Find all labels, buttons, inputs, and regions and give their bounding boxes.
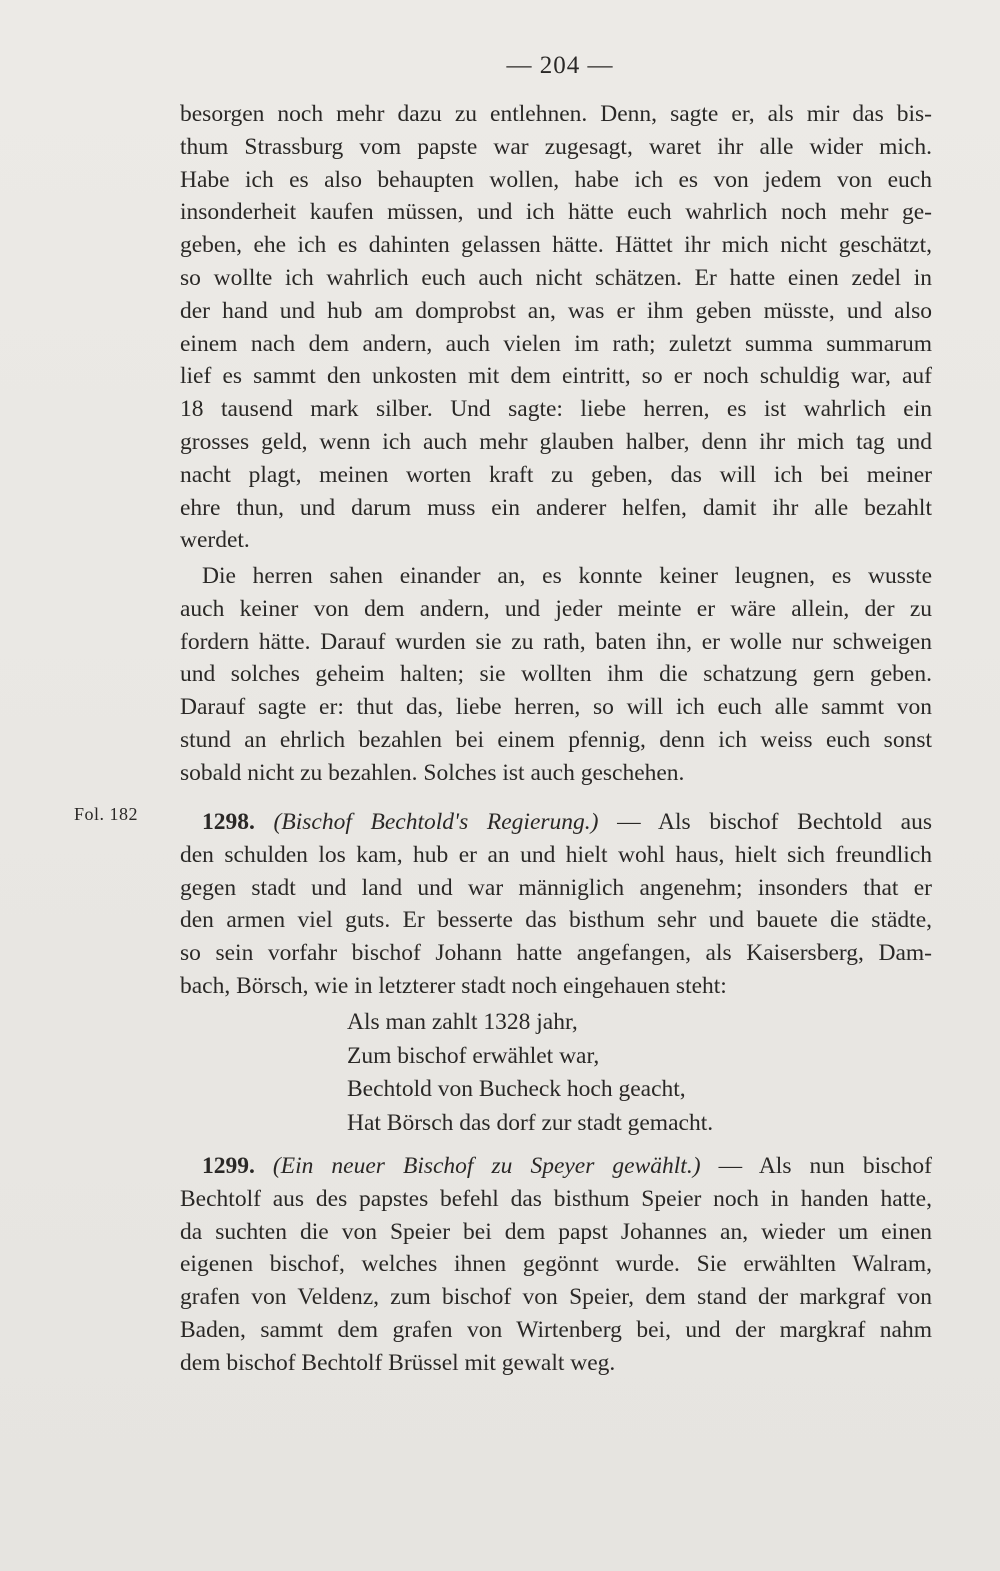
text-line: der hand und hub am domprobst an, was er ihm geben müsste, und also [180, 297, 932, 324]
text-line [180, 806, 932, 839]
text-line: thum Strassburg vom papste war zugesagt, waret ihr alle wider mich. [180, 133, 932, 160]
text-line: besorgen noch mehr dazu zu entlehnen. Denn, sagte er, als mir das bis- [180, 101, 932, 127]
entry-year: 1299. [202, 1153, 255, 1179]
text-line: nacht plagt, meinen worten kraft zu geben, das will ich bei meiner [180, 461, 932, 488]
paragraph-1299 [180, 1150, 932, 1380]
text-line: Darauf sagte er: thut das, liebe herren, so will ich euch alle sammt von [180, 694, 932, 721]
text-line: geben, ehe ich es dahinten gelassen hätte. Hättet ihr mich nicht geschätzt, [180, 232, 932, 259]
text-line: den armen viel guts. Er besserte das bisthum sehr und bauete die städte, [180, 907, 932, 934]
text-line: ehre thun, und darum muss ein anderer helfen, damit ihr alle bezahlt [180, 494, 932, 521]
text-line: Baden, sammt dem grafen von Wirtenberg bei, und der margkraf nahm [180, 1316, 932, 1343]
text-fragment: — Als nun bischof [700, 1153, 933, 1179]
paragraph-1 [180, 98, 932, 557]
text-line: so wollte ich wahrlich euch auch nicht schätzen. Er hatte einen zedel in [180, 264, 932, 291]
inscription-verse [347, 1006, 713, 1140]
text-line: und solches geheim halten; sie wollten ihm die schatzung gern geben. [180, 661, 932, 688]
text-fragment: — Als bischof Bechtold aus [598, 809, 933, 835]
text-line: Bechtolf aus des papstes befehl das bisthum Speier noch in handen hatte, [180, 1185, 932, 1212]
text-line: fordern hätte. Darauf wurden sie zu rath, baten ihn, er wolle nur schweigen [180, 628, 932, 655]
text-line: werdet. [180, 527, 250, 554]
verse-line: Bechtold von Bucheck hoch geacht, [347, 1076, 686, 1102]
text-line: lief es sammt den unkosten mit dem eintritt, so er noch schuldig war, auf [180, 363, 932, 390]
text-line: gegen stadt und land und war männiglich angenehm; insonders that er [180, 874, 932, 901]
verse-line: Hat Börsch das dorf zur stadt gemacht. [347, 1109, 714, 1136]
paragraph-2 [180, 560, 932, 790]
text-line [180, 1150, 932, 1183]
entry-year: 1298. [202, 809, 255, 835]
text-line: dem bischof Bechtolf Brüssel mit gewalt weg. [180, 1349, 616, 1376]
text-line: insonderheit kaufen müssen, und ich hätte euch wahrlich noch mehr ge- [180, 199, 932, 226]
margin-note-folio: Fol. 182 [74, 804, 139, 824]
text-line: 18 tausend mark silber. Und sagte: liebe herren, es ist wahrlich ein [180, 396, 932, 423]
text-line: Habe ich es also behaupten wollen, habe ich es von jedem von euch [180, 166, 932, 193]
text-line: auch keiner von dem andern, und jeder meinte er wäre allein, der zu [180, 595, 932, 622]
entry-heading: (Ein neuer Bischof zu Speyer gewählt.) [272, 1153, 701, 1179]
text-line: den schulden los kam, hub er an und hielt wohl haus, hielt sich freundlich [180, 841, 932, 868]
text-line: so sein vorfahr bischof Johann hatte angefangen, als Kaisersberg, Dam- [180, 940, 932, 967]
text-line: einem nach dem andern, auch vielen im rath; zuletzt summa summarum [180, 330, 932, 357]
verse-line: Zum bischof erwählet war, [347, 1042, 600, 1069]
verse-line: Als man zahlt 1328 jahr, [347, 1009, 578, 1035]
text-line: sobald nicht zu bezahlen. Solches ist auch geschehen. [180, 759, 685, 786]
text-line: stund an ehrlich bezahlen bei einem pfennig, denn ich weiss euch sonst [180, 726, 932, 753]
text-line: grosses geld, wenn ich auch mehr glauben halber, denn ihr mich tag und [180, 428, 932, 455]
text-line: da suchten die von Speier bei dem papst Johannes an, wieder um einen [180, 1218, 932, 1245]
text-line: grafen von Veldenz, zum bischof von Speier, dem stand der markgraf von [180, 1284, 932, 1311]
text-line: Die herren sahen einander an, es konnte keiner leugnen, es wusste [202, 563, 932, 589]
entry-heading: (Bischof Bechtold's Regierung.) [273, 809, 599, 835]
text-line: bach, Börsch, wie in letzterer stadt noch eingehauen steht: [180, 972, 727, 999]
page-number: — 204 — [506, 52, 614, 79]
paragraph-1298 [180, 806, 932, 1003]
text-line: eigenen bischof, welches ihnen gegönnt wurde. Sie erwählten Walram, [180, 1251, 932, 1278]
